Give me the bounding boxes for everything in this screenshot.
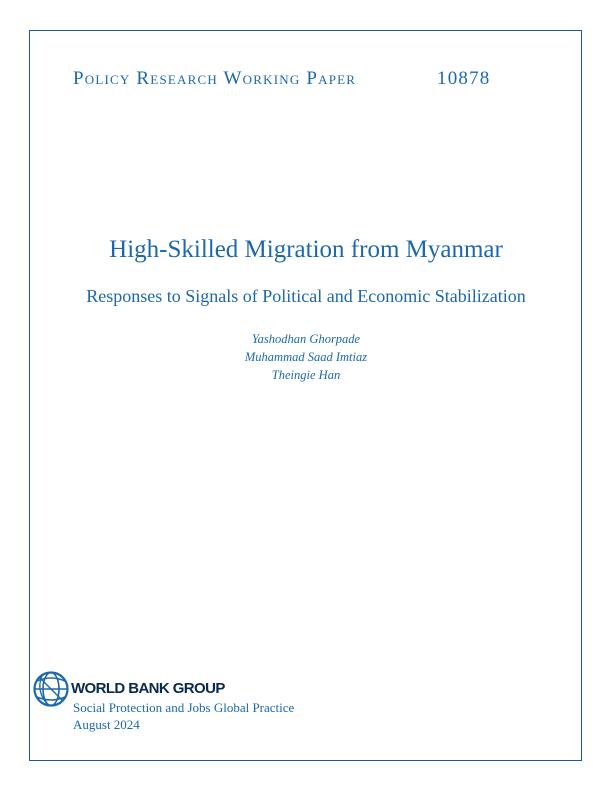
paper-title: High-Skilled Migration from Myanmar — [109, 236, 503, 263]
author-name: Theingie Han — [271, 368, 341, 382]
series-header — [73, 68, 513, 92]
author-name: Muhammad Saad Imtiaz — [244, 350, 368, 364]
globe-icon — [33, 671, 69, 707]
paper-subtitle: Responses to Signals of Political and Economic Stabilization — [86, 286, 526, 306]
page-frame — [29, 30, 582, 761]
publication-date: August 2024 — [73, 717, 140, 732]
author-list — [0, 330, 612, 384]
global-practice: Social Protection and Jobs Global Practice — [73, 700, 295, 715]
paper-number: 10878 — [437, 68, 491, 89]
author-name: Yashodhan Ghorpade — [251, 332, 361, 346]
brand-name: WORLD BANK GROUP — [71, 680, 225, 697]
series-label: Policy Research Working Paper — [73, 68, 357, 89]
